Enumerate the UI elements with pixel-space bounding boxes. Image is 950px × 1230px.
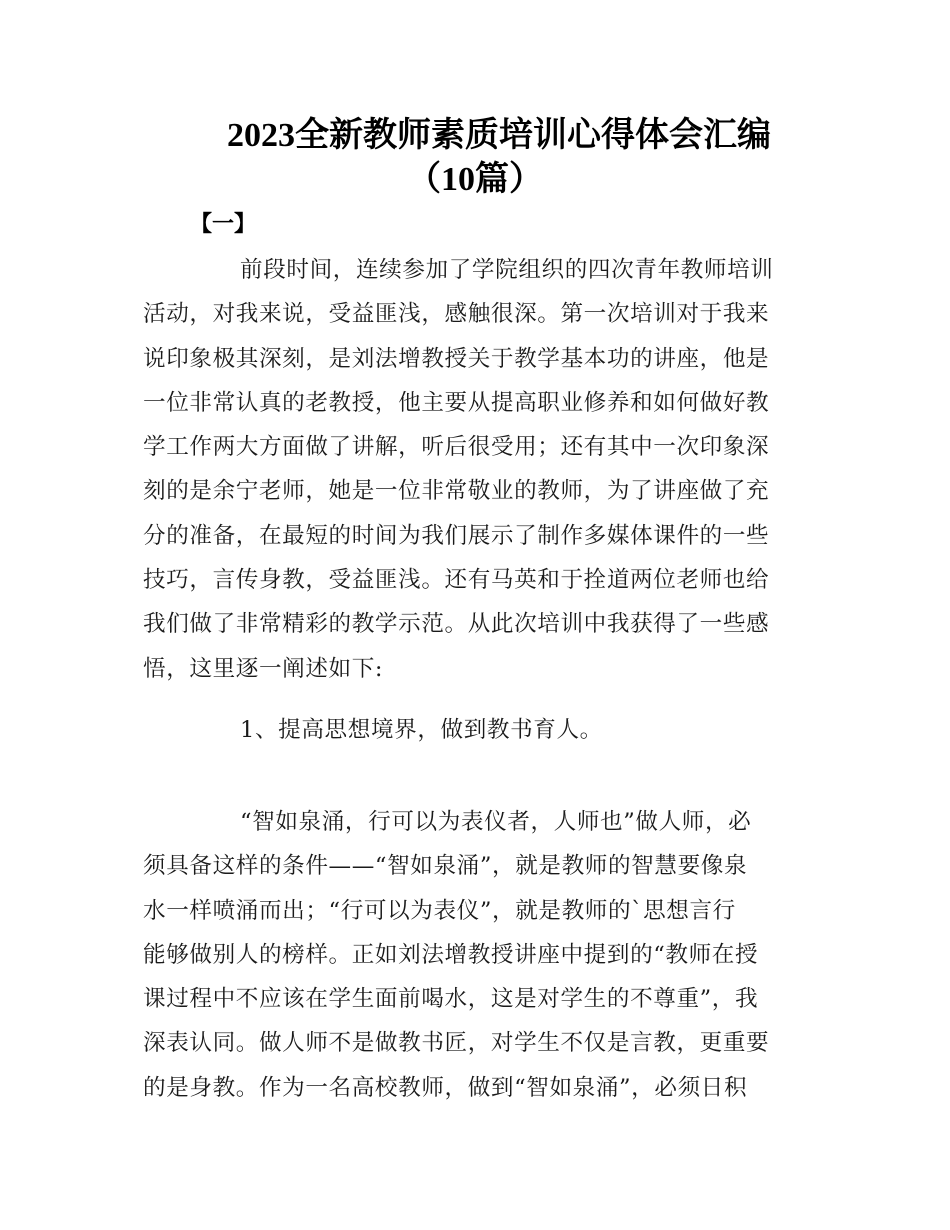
paragraph-2 <box>143 800 810 1110</box>
paragraph-line: 深表认同。做人师不是做教书匠，对学生不仅是言教，更重要 <box>143 1030 770 1057</box>
paragraph-line: 水一样喷涌而出；“行可以为表仪”，就是教师的`思想言行 <box>143 897 736 924</box>
paragraph-line: 分的准备，在最短的时间为我们展示了制作多媒体课件的一些 <box>143 522 770 549</box>
paragraph-line: 一位非常认真的老教授，他主要从提高职业修养和如何做好教 <box>143 389 770 416</box>
document-title-line1: 2023全新教师素质培训心得体会汇编 <box>227 117 771 154</box>
heading-1 <box>143 708 810 752</box>
section-marker: 【一】 <box>190 211 257 237</box>
paragraph-line: 悟，这里逐一阐述如下: <box>143 655 384 682</box>
paragraph-line: 须具备这样的条件——“智如泉涌”，就是教师的智慧要像泉 <box>143 853 748 880</box>
paragraph-line: 前段时间，连续参加了学院组织的四次青年教师培训 <box>240 257 774 283</box>
paragraph-line: 活动，对我来说，受益匪浅，感触很深。第一次培训对于我来 <box>143 301 770 328</box>
paragraph-line: 的是身教。作为一名高校教师，做到“智如泉涌”，必须日积 <box>143 1074 748 1101</box>
paragraph-1 <box>143 248 810 691</box>
paragraph-line: 说印象极其深刻，是刘法增教授关于教学基本功的讲座，他是 <box>143 345 770 372</box>
document-title-line2: （10篇） <box>407 161 543 198</box>
paragraph-line: 刻的是余宁老师，她是一位非常敬业的教师，为了讲座做了充 <box>143 478 770 505</box>
heading-text: 1、提高思想境界，做到教书育人。 <box>240 717 603 743</box>
paragraph-line: “智如泉涌，行可以为表仪者，人师也”做人师，必 <box>240 809 752 835</box>
paragraph-line: 技巧，言传身教，受益匪浅。还有马英和于拴道两位老师也给 <box>143 567 770 594</box>
paragraph-line: 学工作两大方面做了讲解，听后很受用；还有其中一次印象深 <box>143 434 770 461</box>
paragraph-line: 能够做别人的榜样。正如刘法增教授讲座中提到的“教师在授 <box>143 941 759 968</box>
paragraph-line: 课过程中不应该在学生面前喝水，这是对学生的不尊重”，我 <box>143 986 759 1013</box>
paragraph-line: 我们做了非常精彩的教学示范。从此次培训中我获得了一些感 <box>143 611 770 638</box>
